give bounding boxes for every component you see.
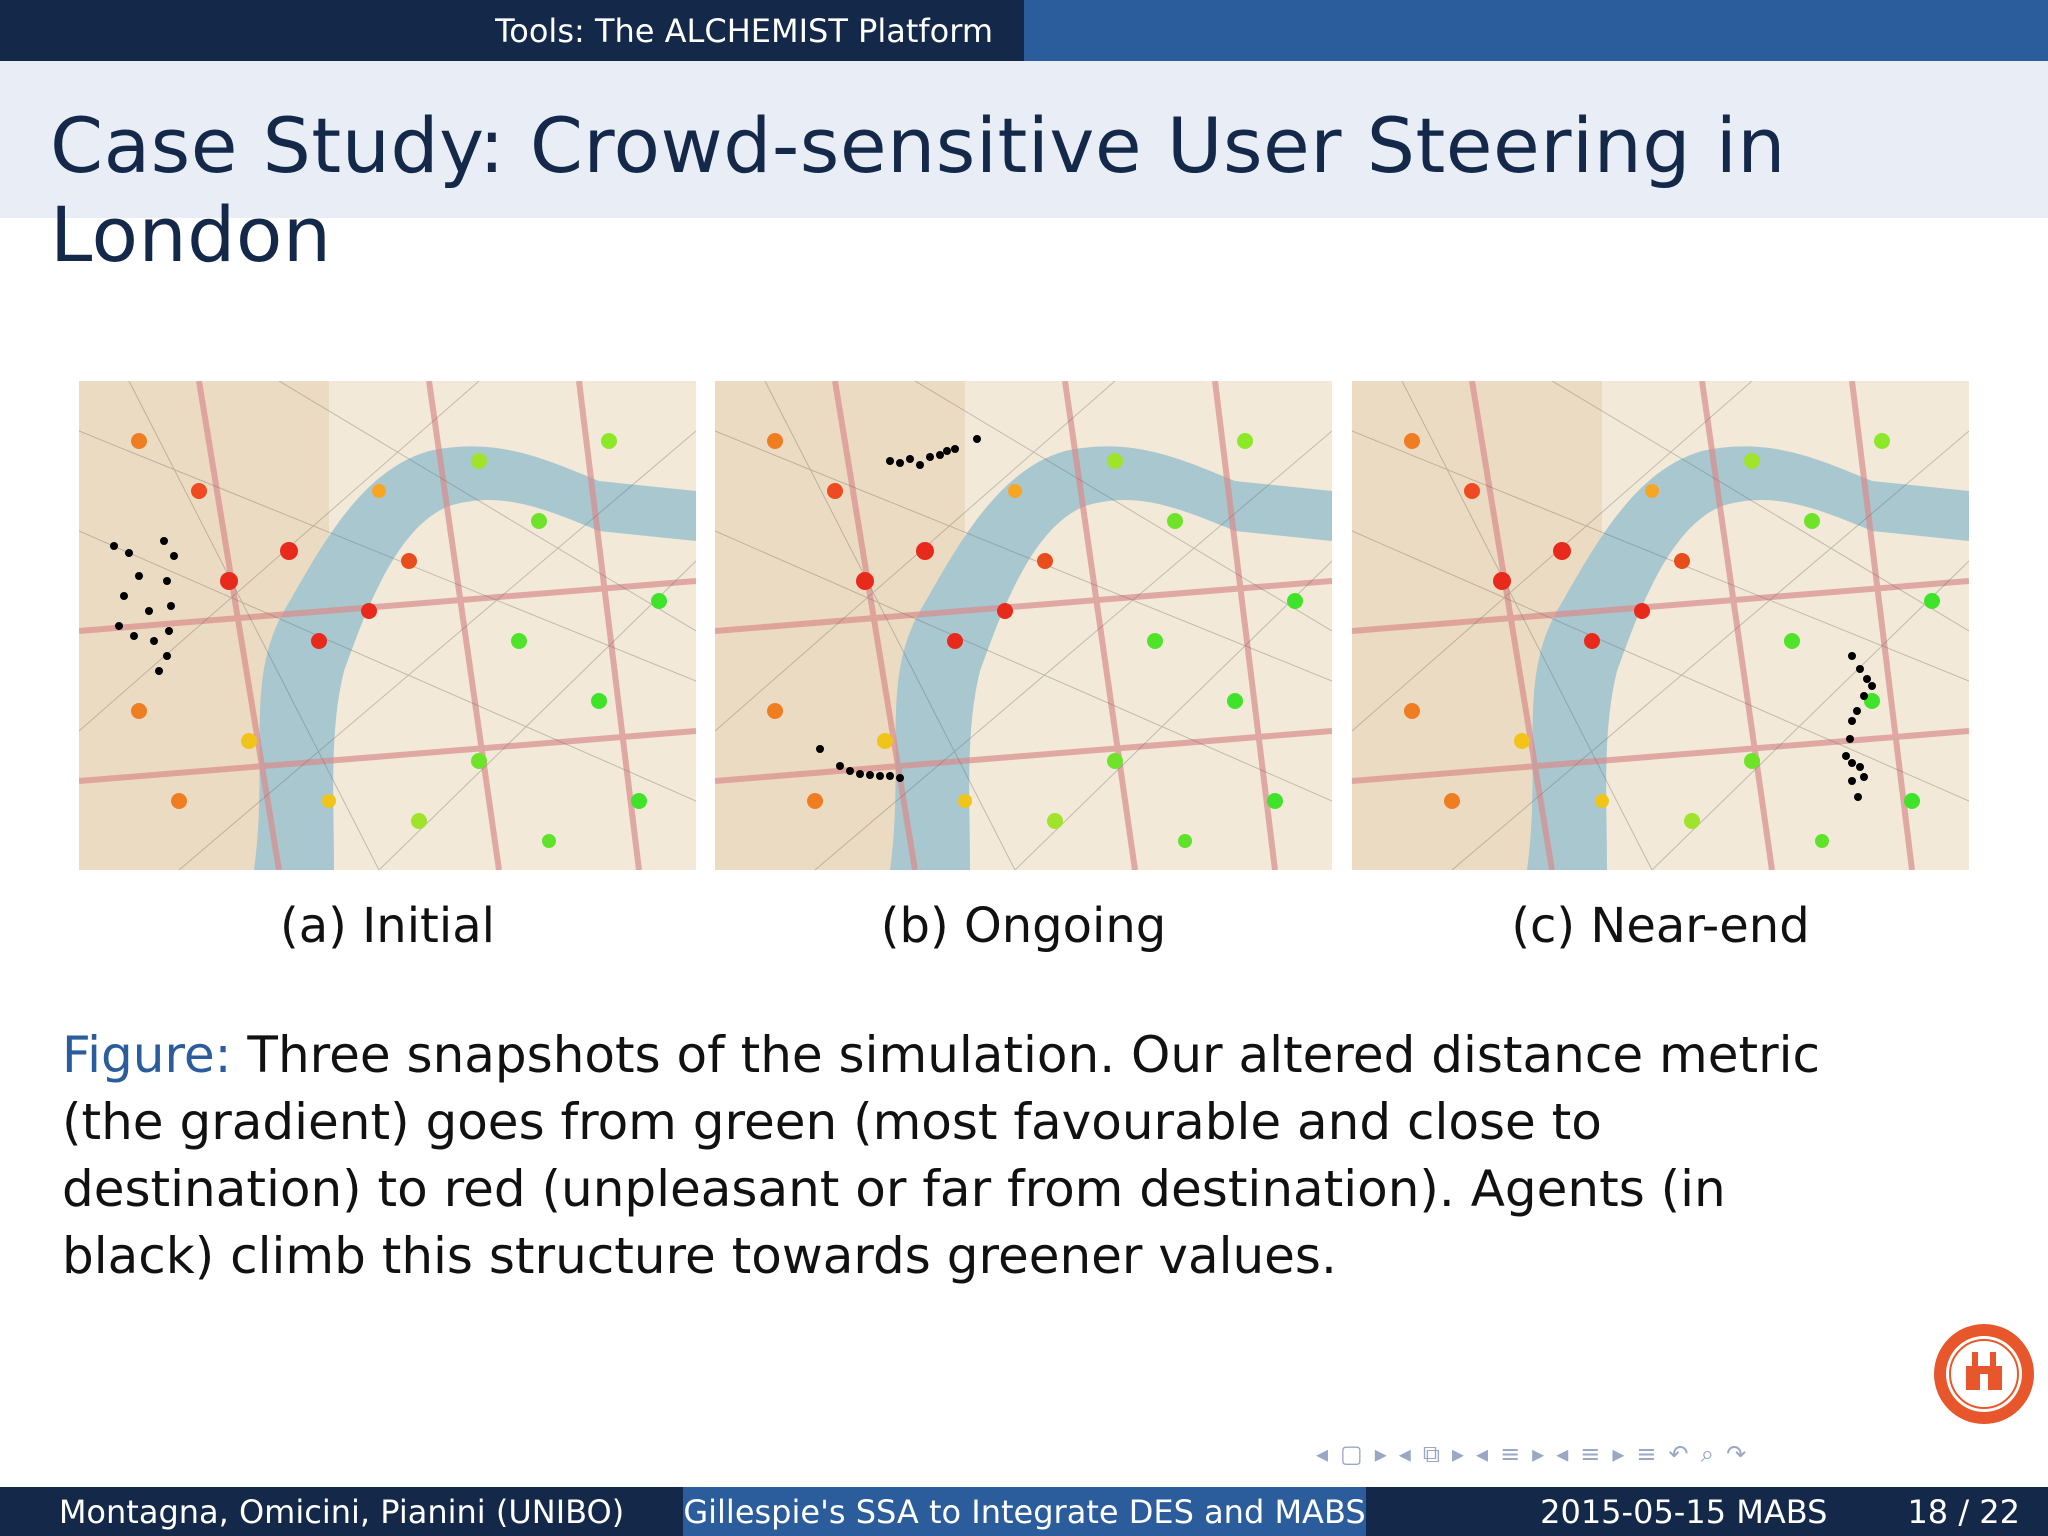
nav-slide-next-icon[interactable]: ▸ xyxy=(1374,1440,1387,1468)
footer xyxy=(0,1487,2048,1536)
subcaption-near-end: (c) Near-end xyxy=(1511,898,1810,954)
nav-forward-icon[interactable]: ↷ xyxy=(1726,1440,1747,1468)
nav-frame-next-icon[interactable]: ▸ xyxy=(1451,1440,1465,1468)
nav-search-icon[interactable]: ⌕ xyxy=(1700,1440,1715,1468)
slide-title: Case Study: Crowd-sensitive User Steering in London xyxy=(50,101,1786,279)
footer-date-venue: 2015-05-15 MABS xyxy=(1540,1492,1828,1531)
beamer-navigation xyxy=(1316,1440,1746,1468)
footer-right xyxy=(1366,1487,2048,1536)
nav-back-icon[interactable]: ↶ xyxy=(1668,1440,1689,1468)
footer-talk-title: Gillespie's SSA to Integrate DES and MABS xyxy=(683,1487,1366,1536)
section-title: Tools: The ALCHEMIST Platform xyxy=(0,0,1024,61)
nav-frame-icon[interactable]: ⧉ xyxy=(1422,1440,1440,1468)
nav-subsection-icon[interactable]: ≡ xyxy=(1500,1440,1521,1468)
map-ongoing xyxy=(715,381,1332,870)
nav-slide-prev-icon[interactable]: ◂ xyxy=(1316,1440,1329,1468)
nav-subsection-prev-icon[interactable]: ◂ xyxy=(1476,1440,1489,1468)
nav-frame-prev-icon[interactable]: ◂ xyxy=(1398,1440,1411,1468)
footer-authors: Montagna, Omicini, Pianini (UNIBO) xyxy=(0,1487,683,1536)
subcaption-initial: (a) Initial xyxy=(280,898,495,954)
figure-caption-text: Three snapshots of the simulation. Our altered distance metric (the gradient) goes from green (most favourable and close to destination) to red (unpleasant or far from destination). Agents (in black) climb this structure towards greener values. xyxy=(62,1026,1821,1285)
nav-section-prev-icon[interactable]: ◂ xyxy=(1556,1440,1569,1468)
footer-page-number: 18 / 22 xyxy=(1907,1492,2020,1531)
nav-section-icon[interactable]: ≡ xyxy=(1580,1440,1601,1468)
nav-subsection-next-icon[interactable]: ▸ xyxy=(1532,1440,1545,1468)
nav-section-next-icon[interactable]: ▸ xyxy=(1612,1440,1625,1468)
top-bar xyxy=(0,0,2048,61)
university-seal-icon xyxy=(1932,1322,2036,1426)
figure-label: Figure: xyxy=(62,1026,232,1084)
nav-slide-icon[interactable]: ▢ xyxy=(1340,1440,1363,1468)
top-bar-right xyxy=(1024,0,2048,61)
nav-toc-icon[interactable]: ≡ xyxy=(1636,1440,1657,1468)
title-bar xyxy=(0,61,2048,279)
figure-caption xyxy=(62,1022,1852,1290)
subcaption-ongoing: (b) Ongoing xyxy=(880,898,1167,954)
map-near-end xyxy=(1352,381,1969,870)
map-initial xyxy=(79,381,696,870)
